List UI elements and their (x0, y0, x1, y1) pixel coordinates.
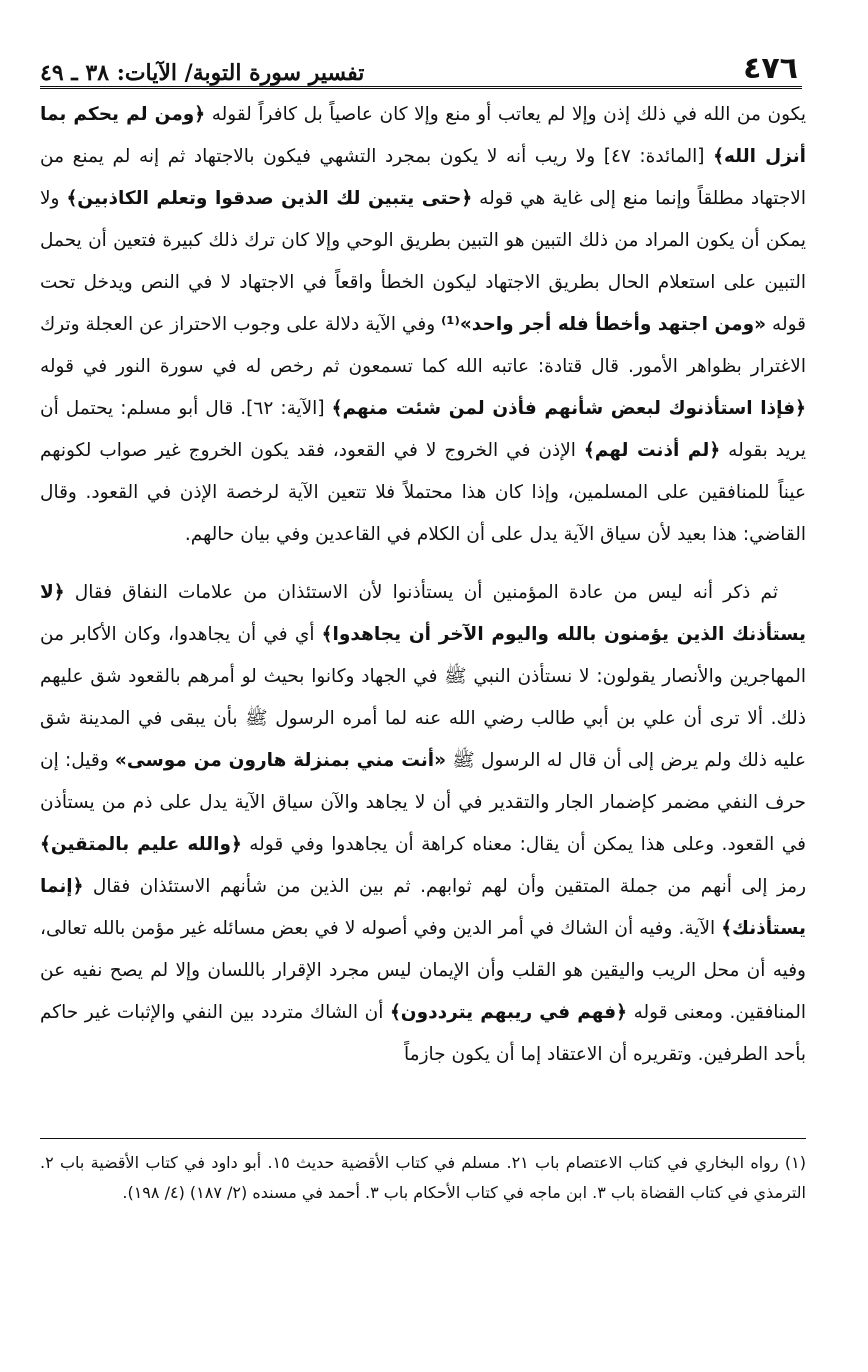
quran-quote: ﴿إنما يستأذنك﴾ (40, 876, 806, 939)
quran-quote: ﴿لم أذنت لهم﴾ (583, 440, 721, 461)
text-run: أن الشاك متردد بين النفي والإثبات غير حاكم بأحد الطرفين. وتقريره أن الاعتقاد إما أن يكون جازماً (40, 1002, 806, 1065)
header-rule (40, 86, 802, 89)
text-run: الآية. وفيه أن الشاك في أمر الدين وفي أصوله لا في بعض مسائله غير مؤمن بالله تعالى، وفيه أن محل الريب واليقين هو القلب وأن الإيمان ليس مجرد الإقرار باللسان وإلا لم يصح نفيه عن المنافقين. ومعنى قوله (40, 918, 806, 1023)
text-run: ثم ذكر أنه ليس من عادة المؤمنين أن يستأذنوا لأن الاستئذان من علامات النفاق فقال (64, 582, 778, 603)
page-number: ٤٧٦ (743, 51, 798, 86)
quran-quote: ﴿فهم في ريبهم يترددون﴾ (389, 1002, 627, 1023)
running-title: تفسير سورة التوبة/ الآيات: ٣٨ ـ ٤٩ (40, 60, 365, 86)
text-run: وفي الآية دلالة على وجوب الاحتراز عن العجلة وترك الاغترار بظواهر الأمور. قال قتادة: عاتبه الله كما تسمعون ثم رخص له في سورة النور في قوله (40, 314, 806, 377)
paragraph-1 (40, 94, 806, 556)
quran-quote: ﴿ومن لم يحكم بما أنزل الله﴾ (40, 104, 807, 167)
quran-quote: ﴿لا يستأذنك الذين يؤمنون بالله واليوم الآخر أن يجاهدوا﴾ (40, 582, 806, 645)
hadith-quote: «ومن اجتهد وأخطأ فله أجر واحد»⁽¹⁾ (441, 314, 767, 335)
main-text (40, 94, 806, 1076)
page-header (40, 40, 798, 84)
quran-quote: ﴿فإذا استأذنوك لبعض شأنهم فأذن لمن شئت منهم﴾ (331, 398, 806, 419)
text-run: وقيل: إن حرف النفي مضمر كإضمار الجار والتقدير في أن لا يجاهد والآن سياق الآية يدل على ذم من يستأذن في القعود. وعلى هذا يمكن أن يقال: معناه كراهة أن يجاهدوا وفي قوله (40, 750, 806, 855)
footnote-1: (١) رواه البخاري في كتاب الاعتصام باب ٢١. مسلم في كتاب الأقضية حديث ١٥. أبو داود في كتاب الأقضية باب ٢. الترمذي في كتاب القضاة باب ٣. ابن ماجه في كتاب الأحكام باب ٣. أحمد في مسنده (٢/ ١٨٧) (٤/ ١٩٨). (40, 1153, 806, 1202)
text-run: [الآية: ٦٢]. قال أبو مسلم: يحتمل أن يريد بقوله (40, 398, 806, 461)
paragraph-2 (40, 572, 806, 1076)
text-run: يكون من الله في ذلك إذن وإلا لم يعاتب أو منع وإلا كان عاصياً بل كافراً لقوله (211, 104, 806, 125)
quran-quote: ﴿حتى يتبين لك الذين صدقوا وتعلم الكاذبين﴾ (66, 188, 473, 209)
quran-quote: ﴿والله عليم بالمتقين﴾ (40, 834, 242, 855)
footnote-separator (40, 1138, 806, 1139)
text-run: رمز إلى أنهم من جملة المتقين وأن لهم ثوابهم. ثم بين الذين من شأنهم الاستئذان فقال (83, 876, 806, 897)
text-run: الإذن في الخروج لا في القعود، فقد يكون الخروج غير صواب لكونهم عيناً للمنافقين على المسلمين، وإذا كان هذا محتملاً فلا تتعين الآية لرخصة الإذن في القعود. وقال القاضي: هذا بعيد لأن سياق الآية يدل على أن الكلام في القاعدين وفي بيان حالهم. (40, 440, 806, 545)
footnotes (40, 1148, 806, 1208)
hadith-quote: «أنت مني بمنزلة هارون من موسى» (114, 750, 447, 771)
text-run: ولا يمكن أن يكون المراد من ذلك التبين هو التبين بطريق الوحي وإلا كان ترك ذلك كبيرة فتعين أن يحمل التبين على استعلام الحال بطريق الاجتهاد ليكون الخطأ واقعاً في الاجتهاد لا في النص ويدخل تحت قوله (40, 188, 806, 335)
text-run: أي في أن يجاهدوا، وكان الأكابر من المهاجرين والأنصار يقولون: لا نستأذن النبي ﷺ في الجهاد وكانوا بحيث لو أمرهم بالقعود شق عليهم ذلك. ألا ترى أن علي بن أبي طالب رضي الله عنه لما أمره الرسول ﷺ بأن يبقى في المدينة شق عليه ذلك ولم يرض إلى أن قال له الرسول ﷺ (40, 624, 806, 771)
text-run: [المائدة: ٤٧] ولا ريب أنه لا يكون بمجرد التشهي فيكون بالاجتهاد ثم إنه لم يمنع من الاجتهاد مطلقاً وإنما منع إلى غاية هي قوله (40, 146, 806, 209)
